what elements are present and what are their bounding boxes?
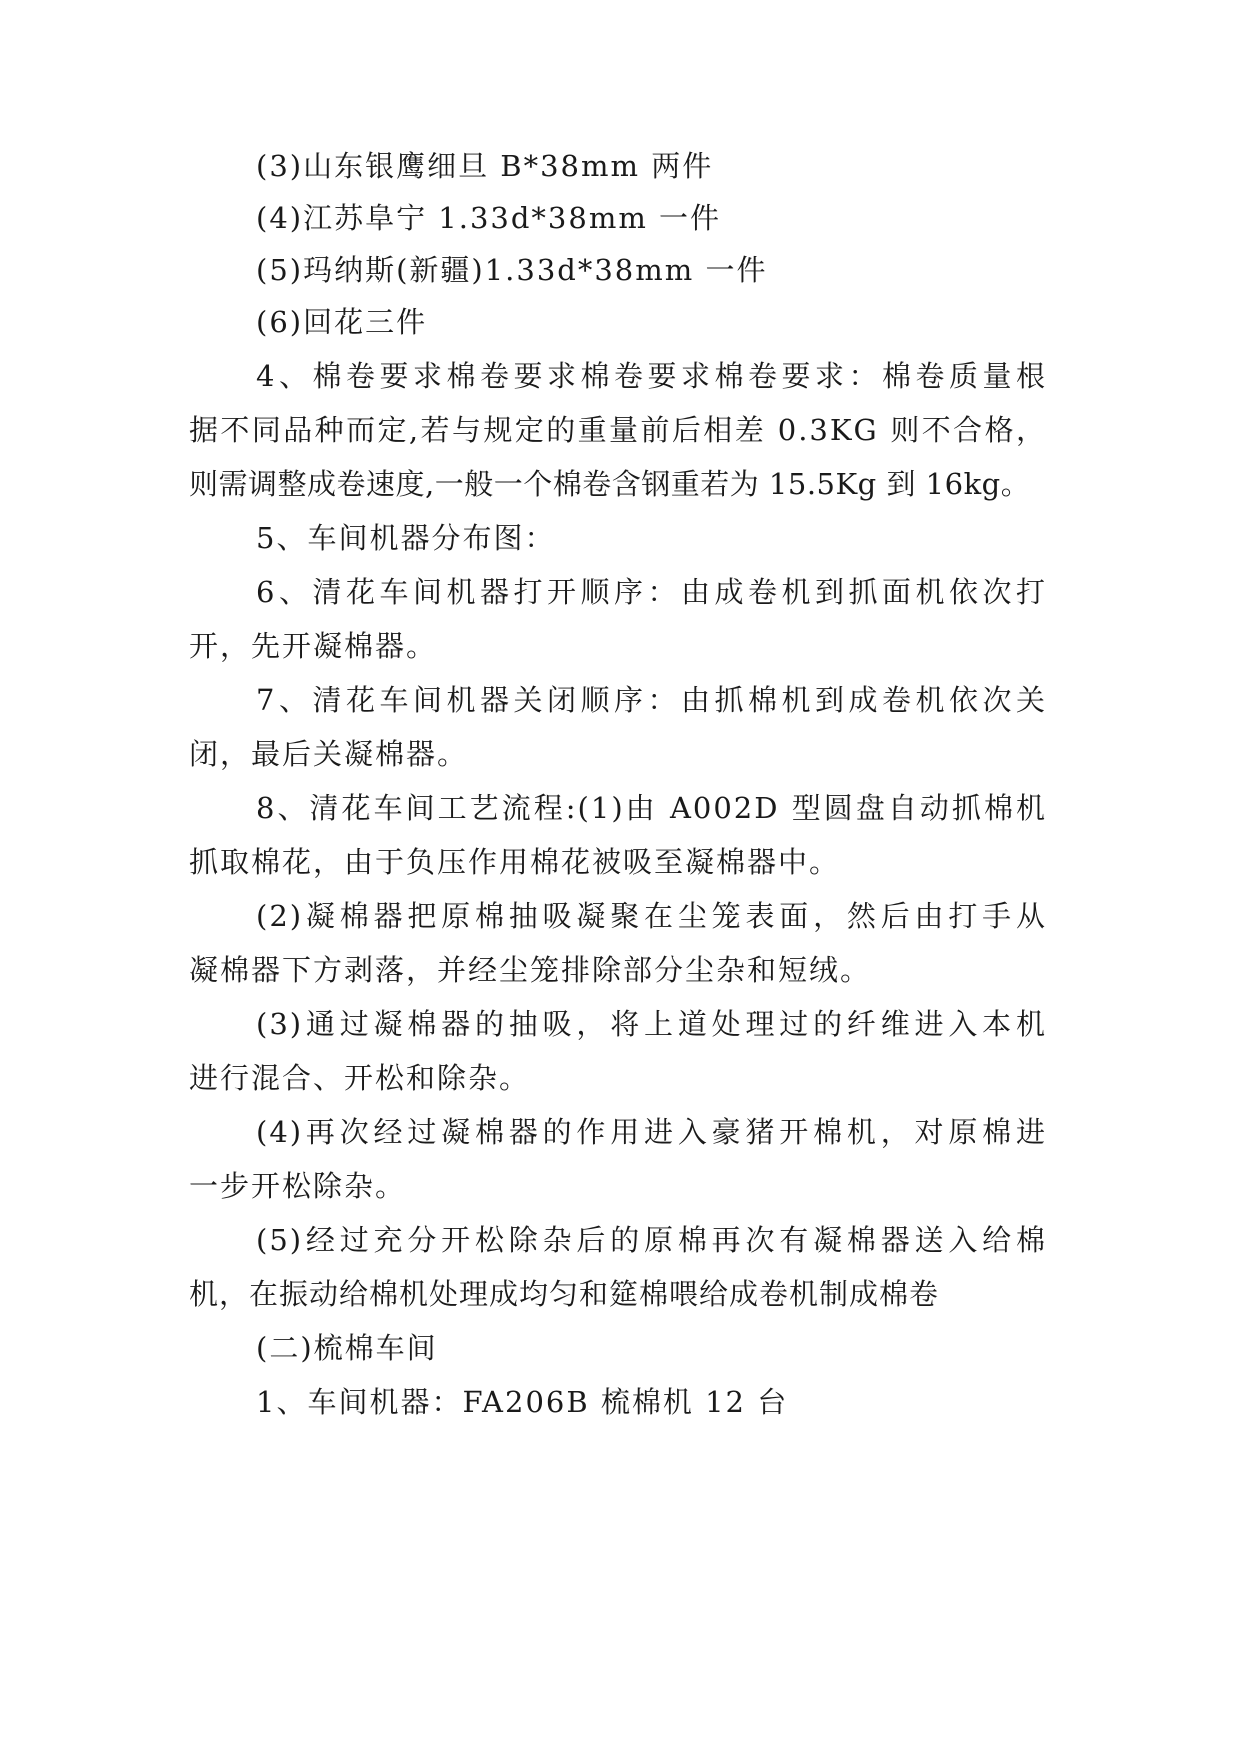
section-heading: (二)梳棉车间 (256, 1331, 438, 1365)
paragraph-line: 开，先开凝棉器。 (189, 629, 438, 663)
paragraph-line: 则需调整成卷速度,一般一个棉卷含钢重若为 15.5Kg 到 16kg。 (189, 467, 1031, 501)
paragraph-line: (6)回花三件 (256, 305, 428, 339)
paragraph-line: 5、车间机器分布图： (256, 521, 556, 555)
paragraph-line: 据不同品种而定,若与规定的重量前后相差 0.3KG 则不合格， (189, 413, 1047, 447)
paragraph-line: 进行混合、开松和除杂。 (189, 1061, 531, 1095)
paragraph-line: (2)凝棉器把原棉抽吸凝聚在尘笼表面，然后由打手从 (256, 899, 1047, 933)
paragraph-line: 1、车间机器：FA206B 梳棉机 12 台 (256, 1385, 789, 1419)
paragraph-line: 机，在振动给棉机处理成均匀和筵棉喂给成卷机制成棉卷 (189, 1277, 940, 1311)
paragraph-line: 7、清花车间机器关闭顺序：由抓棉机到成卷机依次关 (256, 683, 1047, 717)
paragraph-line: 抓取棉花，由于负压作用棉花被吸至凝棉器中。 (189, 845, 841, 879)
paragraph-line: 8、清花车间工艺流程:(1)由 A002D 型圆盘自动抓棉机 (256, 791, 1047, 825)
paragraph-line: 闭，最后关凝棉器。 (189, 737, 469, 771)
paragraph-line: (3)通过凝棉器的抽吸，将上道处理过的纤维进入本机 (256, 1007, 1047, 1041)
paragraph-line: (3)山东银鹰细旦 B*38mm 两件 (256, 149, 714, 183)
paragraph-line: 一步开松除杂。 (189, 1169, 407, 1203)
paragraph-line: 凝棉器下方剥落，并经尘笼排除部分尘杂和短绒。 (189, 953, 872, 987)
paragraph-line: (5)经过充分开松除杂后的原棉再次有凝棉器送入给棉 (256, 1223, 1047, 1257)
paragraph-line: 4、棉卷要求棉卷要求棉卷要求棉卷要求：棉卷质量根 (256, 359, 1047, 393)
paragraph-line: (4)江苏阜宁 1.33d*38mm 一件 (256, 201, 722, 235)
paragraph-line: (5)玛纳斯(新疆)1.33d*38mm 一件 (256, 253, 768, 287)
paragraph-line: 6、清花车间机器打开顺序：由成卷机到抓面机依次打 (256, 575, 1047, 609)
paragraph-line: (4)再次经过凝棉器的作用进入豪猪开棉机，对原棉进 (256, 1115, 1047, 1149)
